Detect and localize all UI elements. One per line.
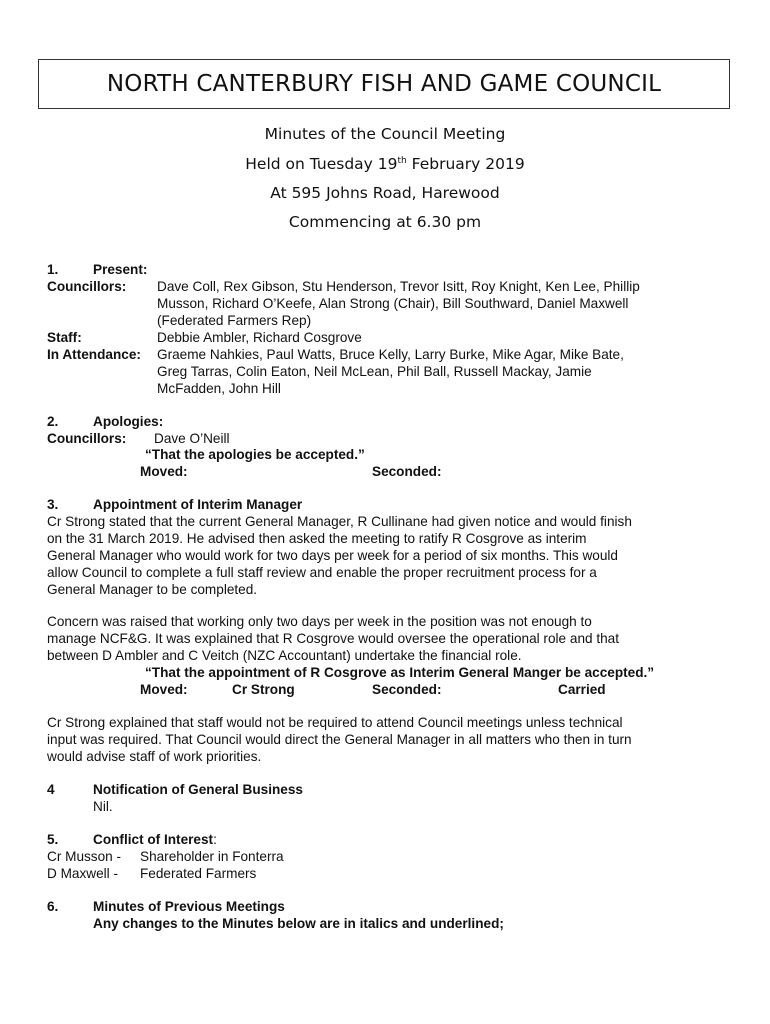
councillors-label: Councillors: (47, 279, 127, 294)
paragraph-line: allow Council to complete a full staff review and enable the proper recruitment process for a (47, 565, 597, 580)
paragraph-line: on the 31 March 2019. He advised then asked the meeting to ratify R Cosgrove as interim (47, 531, 587, 546)
section-5-colon: : (213, 832, 217, 847)
paragraph-line: manage NCF&G. It was explained that R Cosgrove would oversee the operational role and that (47, 631, 620, 646)
staff-label: Staff: (47, 330, 82, 345)
document-title: NORTH CANTERBURY FISH AND GAME COUNCIL (106, 71, 662, 97)
section-5-number: 5. (47, 832, 59, 847)
councillors-line: (Federated Farmers Rep) (157, 313, 312, 328)
section-6-subheading: Any changes to the Minutes below are in italics and underlined; (93, 916, 504, 931)
general-business-body: Nil. (93, 799, 113, 814)
paragraph-line: input was required. That Council would direct the General Manager in all matters who then in turn (47, 732, 632, 747)
conflict-value: Federated Farmers (140, 866, 257, 881)
section-2-number: 2. (47, 414, 59, 429)
section-2-heading: Apologies: (93, 414, 164, 429)
paragraph-line: between D Ambler and C Veitch (NZC Accountant) undertake the financial role. (47, 648, 522, 663)
section-5-heading-wrap (93, 831, 217, 848)
section-4-heading: Notification of General Business (93, 782, 303, 797)
meeting-date-month: February 2019 (406, 155, 525, 173)
section-4-number: 4 (47, 782, 55, 797)
conflict-value: Shareholder in Fonterra (140, 849, 284, 864)
meeting-date (0, 155, 770, 173)
section-5-heading: Conflict of Interest (93, 832, 214, 847)
apologies-seconded-label: Seconded: (372, 464, 442, 479)
section-3-heading: Appointment of Interim Manager (93, 497, 303, 512)
attendance-line: Graeme Nahkies, Paul Watts, Bruce Kelly, Larry Burke, Mike Agar, Mike Bate, (157, 347, 624, 362)
apologies-councillors-label: Councillors: (47, 431, 127, 446)
staff-names: Debbie Ambler, Richard Cosgrove (157, 330, 362, 345)
meeting-location: At 595 Johns Road, Harewood (270, 184, 500, 202)
attendance-label: In Attendance: (47, 347, 141, 362)
paragraph-line: General Manager to be completed. (47, 582, 258, 597)
section-1-number: 1. (47, 262, 59, 277)
paragraph-line: General Manager who would work for two days per week for a period of six months. This would (47, 548, 618, 563)
paragraph-line: Concern was raised that working only two days per week in the position was not enough to (47, 614, 592, 629)
document-title-box (38, 59, 730, 109)
attendance-line: McFadden, John Hill (157, 381, 281, 396)
apologies-councillor-name: Dave O’Neill (154, 431, 230, 446)
section-1-heading: Present: (93, 262, 148, 277)
meeting-start-time: Commencing at 6.30 pm (288, 213, 482, 231)
apologies-moved-label: Moved: (140, 464, 188, 479)
conflict-name: Cr Musson - (47, 849, 122, 864)
appointment-mover: Cr Strong (232, 682, 295, 697)
appointment-result: Carried (558, 682, 606, 697)
paragraph-line: Cr Strong stated that the current General Manager, R Cullinane had given notice and would finish (47, 514, 632, 529)
conflict-name: D Maxwell - (47, 866, 118, 881)
paragraph-line: would advise staff of work priorities. (47, 749, 262, 764)
section-6-number: 6. (47, 899, 59, 914)
section-3-number: 3. (47, 497, 59, 512)
appointment-motion: “That the appointment of R Cosgrove as Interim General Manger be accepted.” (145, 665, 655, 680)
appointment-seconded-label: Seconded: (372, 682, 442, 697)
meeting-date-suffix: th (397, 155, 407, 166)
councillors-line: Musson, Richard O’Keefe, Alan Strong (Chair), Bill Southward, Daniel Maxwell (157, 296, 629, 311)
apologies-motion: “That the apologies be accepted.” (145, 447, 365, 462)
paragraph-line: Cr Strong explained that staff would not be required to attend Council meetings unless technical (47, 715, 623, 730)
meeting-date-text: Held on Tuesday 19 (245, 155, 398, 173)
attendance-line: Greg Tarras, Colin Eaton, Neil McLean, Phil Ball, Russell Mackay, Jamie (157, 364, 592, 379)
appointment-moved-label: Moved: (140, 682, 188, 697)
section-6-heading: Minutes of Previous Meetings (93, 899, 285, 914)
councillors-line: Dave Coll, Rex Gibson, Stu Henderson, Trevor Isitt, Roy Knight, Ken Lee, Phillip (157, 279, 640, 294)
meeting-subtitle: Minutes of the Council Meeting (264, 125, 506, 143)
